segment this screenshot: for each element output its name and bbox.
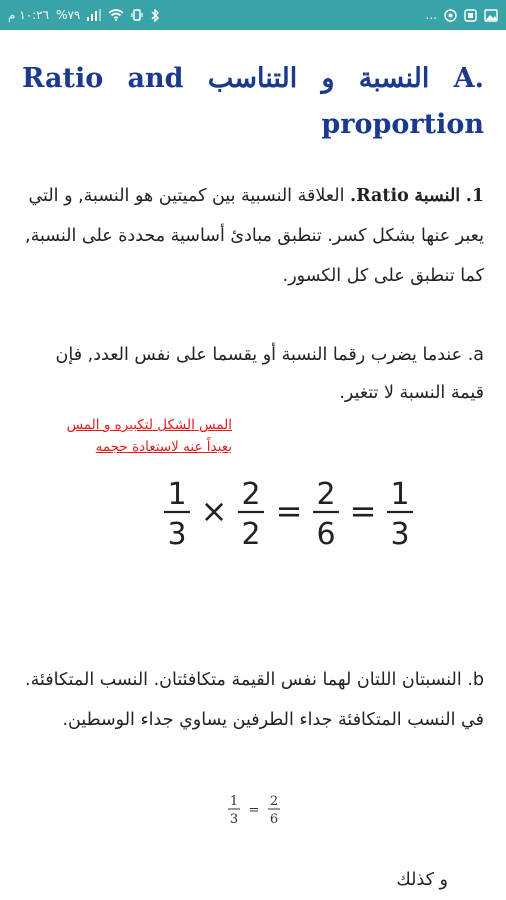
section-1-term-ar: النسبة <box>414 186 461 206</box>
equals-operator-1: = <box>275 492 303 530</box>
battery-percent: %٧٩ <box>56 8 81 22</box>
item-b-marker: b. <box>467 670 484 690</box>
section-1-number: 1. <box>465 186 484 206</box>
eq2-fraction-2-numerator: 2 <box>269 794 279 809</box>
fraction-2-denominator: 2 <box>241 517 261 550</box>
eq2-fraction-1-denominator: 3 <box>229 812 239 827</box>
heading-line-2: proportion <box>321 109 484 140</box>
item-c-paragraph: و كذلك <box>396 870 448 890</box>
fraction-2-numerator: 2 <box>241 477 261 512</box>
item-a-text: عندما يضرب رقما النسبة أو يقسما على نفس العدد, فإن قيمة النسبة لا تتغير. <box>55 345 484 403</box>
eq2-fraction-2-denominator: 6 <box>269 812 279 827</box>
status-bar <box>0 0 506 30</box>
vibrate-icon <box>131 9 143 21</box>
item-a-marker: a. <box>467 345 484 365</box>
fraction-4-numerator: 1 <box>390 477 410 512</box>
equation-figure[interactable] <box>160 470 430 550</box>
section-1-paragraph <box>20 176 484 296</box>
more-notifications: ... <box>425 8 437 22</box>
app-notification-icon <box>464 9 477 22</box>
fraction-3-numerator: 2 <box>316 477 336 512</box>
fraction-1-numerator: 1 <box>167 477 187 512</box>
heading-line-1: .A النسبة و التناسب Ratio and <box>22 63 484 94</box>
settings-icon <box>444 9 457 22</box>
bluetooth-icon <box>150 9 160 22</box>
fraction-4-denominator: 3 <box>390 517 410 550</box>
section-1-text: العلاقة النسبية بين كميتين هو النسبة, و التي يعبر عنها بشكل كسر. تنطبق مبادئ أساسية محددة على النسبة, كما تنطبق على كل الكسور. <box>25 186 484 286</box>
eq2-equals-operator: = <box>248 803 260 818</box>
image-icon <box>484 9 498 22</box>
zoom-hint-line-2: بعيداً عنه لاستعادة حجمه <box>95 439 232 455</box>
signal-icon <box>87 9 101 21</box>
item-a-paragraph <box>20 336 484 412</box>
fraction-1-denominator: 3 <box>167 517 187 550</box>
section-heading <box>22 56 484 148</box>
zoom-hint <box>20 414 232 458</box>
wifi-icon <box>108 9 124 21</box>
item-b-text: النسبتان اللتان لهما نفس القيمة متكافئتان. النسب المتكافئة. في النسب المتكافئة جداء الطرفين يساوي جداء الوسطين. <box>25 670 484 730</box>
eq2-fraction-1-numerator: 1 <box>229 794 239 809</box>
equation-figure-2[interactable] <box>220 792 290 828</box>
item-b-paragraph <box>20 660 484 740</box>
section-1-term-en: Ratio. <box>350 186 409 206</box>
zoom-hint-line-1: المس الشكل لتكبيره و المس <box>66 417 232 433</box>
document-content[interactable] <box>0 30 506 900</box>
multiply-operator: × <box>200 492 228 530</box>
equals-operator-2: = <box>349 492 377 530</box>
clock: ١٠:٢٦ م <box>8 8 50 22</box>
fraction-3-denominator: 6 <box>316 517 336 550</box>
status-left <box>8 8 160 22</box>
status-right <box>426 8 498 22</box>
